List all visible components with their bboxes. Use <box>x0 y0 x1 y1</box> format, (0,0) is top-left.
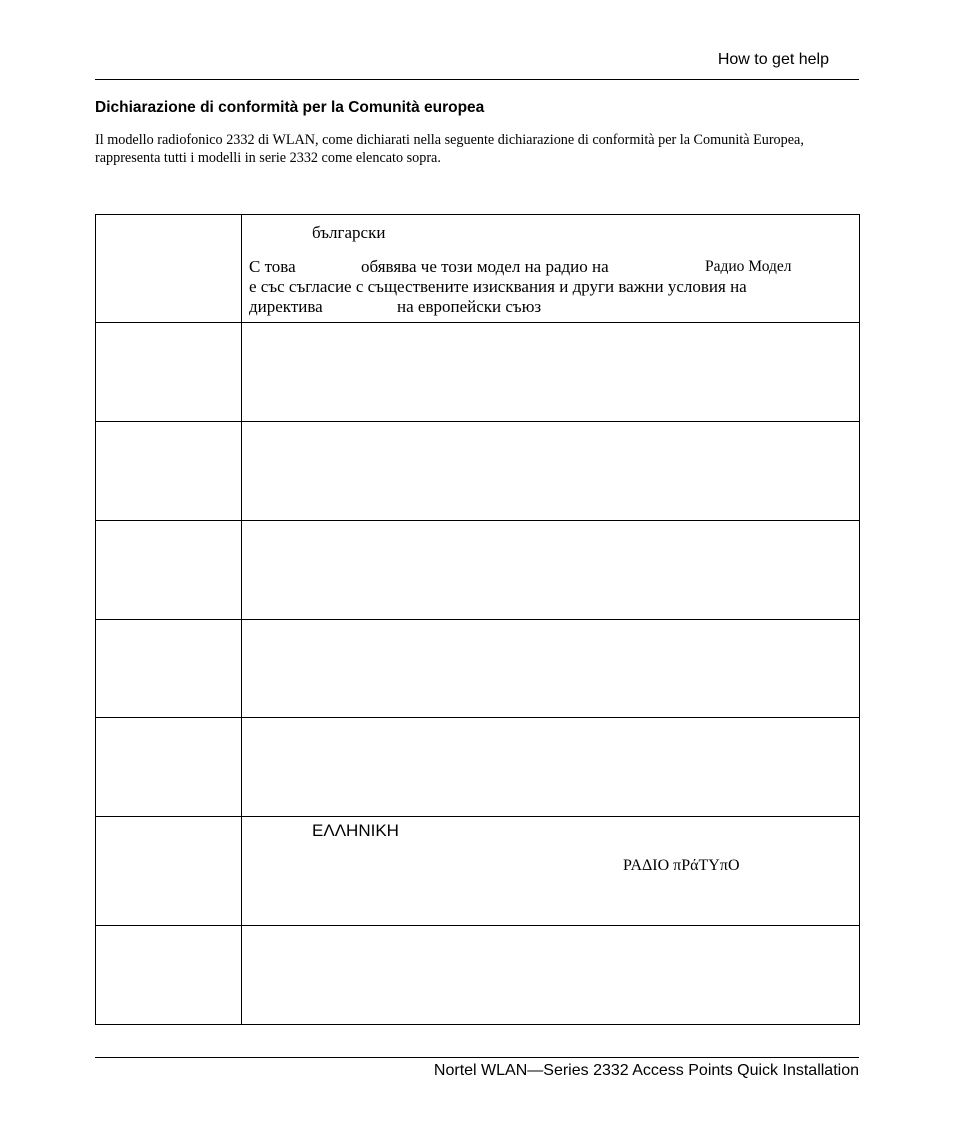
table-row <box>96 521 860 620</box>
header-rule <box>95 79 859 80</box>
language-cell <box>96 521 242 620</box>
bulgarian-line1-b: обявява че този модел на радио на <box>361 257 609 276</box>
section-title: Dichiarazione di conformità per la Comunità europea <box>95 99 485 116</box>
intro-paragraph: Il modello radiofonico 2332 di WLAN, come dichiarati nella seguente dichiarazione di conformità per la Comunità Europea, rappresenta tutti i modelli in serie 2332 come elencato sopra. <box>95 132 804 166</box>
language-cell <box>96 817 242 926</box>
running-header: How to get help <box>717 51 829 68</box>
declaration-cell <box>242 422 860 521</box>
language-cell <box>96 718 242 817</box>
table-row <box>96 422 860 521</box>
table-row <box>96 620 860 718</box>
declaration-cell <box>242 718 860 817</box>
greek-model-label: ΡΑΔΙΟ πΡάΤΥπΟ <box>623 857 740 874</box>
footer-rule <box>95 1057 859 1058</box>
declaration-cell <box>242 817 860 926</box>
language-cell <box>96 620 242 718</box>
language-cell <box>96 422 242 521</box>
table-row <box>96 926 860 1025</box>
bulgarian-model-label: Радио Модел <box>705 258 792 275</box>
bulgarian-line3-a: директива <box>249 297 323 316</box>
bulgarian-line2: е със съгласие с съществените изисквания и други важни условия на <box>249 277 747 296</box>
declaration-table <box>95 214 860 1025</box>
bulgarian-line1-a: С това <box>249 257 296 276</box>
table-row <box>96 817 860 926</box>
declaration-cell <box>242 521 860 620</box>
language-cell <box>96 926 242 1025</box>
running-footer: Nortel WLAN—Series 2332 Access Points Quick Installation <box>433 1062 859 1079</box>
bulgarian-line3-b: на европейски съюз <box>397 297 542 316</box>
declaration-cell <box>242 215 860 323</box>
declaration-cell <box>242 620 860 718</box>
bulgarian-heading: български <box>312 223 386 242</box>
table-row <box>96 215 860 323</box>
language-cell <box>96 215 242 323</box>
declaration-cell <box>242 323 860 422</box>
declaration-cell <box>242 926 860 1025</box>
greek-heading: ΕΛΛΗΝΙΚΗ <box>312 821 399 840</box>
table-row <box>96 718 860 817</box>
language-cell <box>96 323 242 422</box>
table-row <box>96 323 860 422</box>
